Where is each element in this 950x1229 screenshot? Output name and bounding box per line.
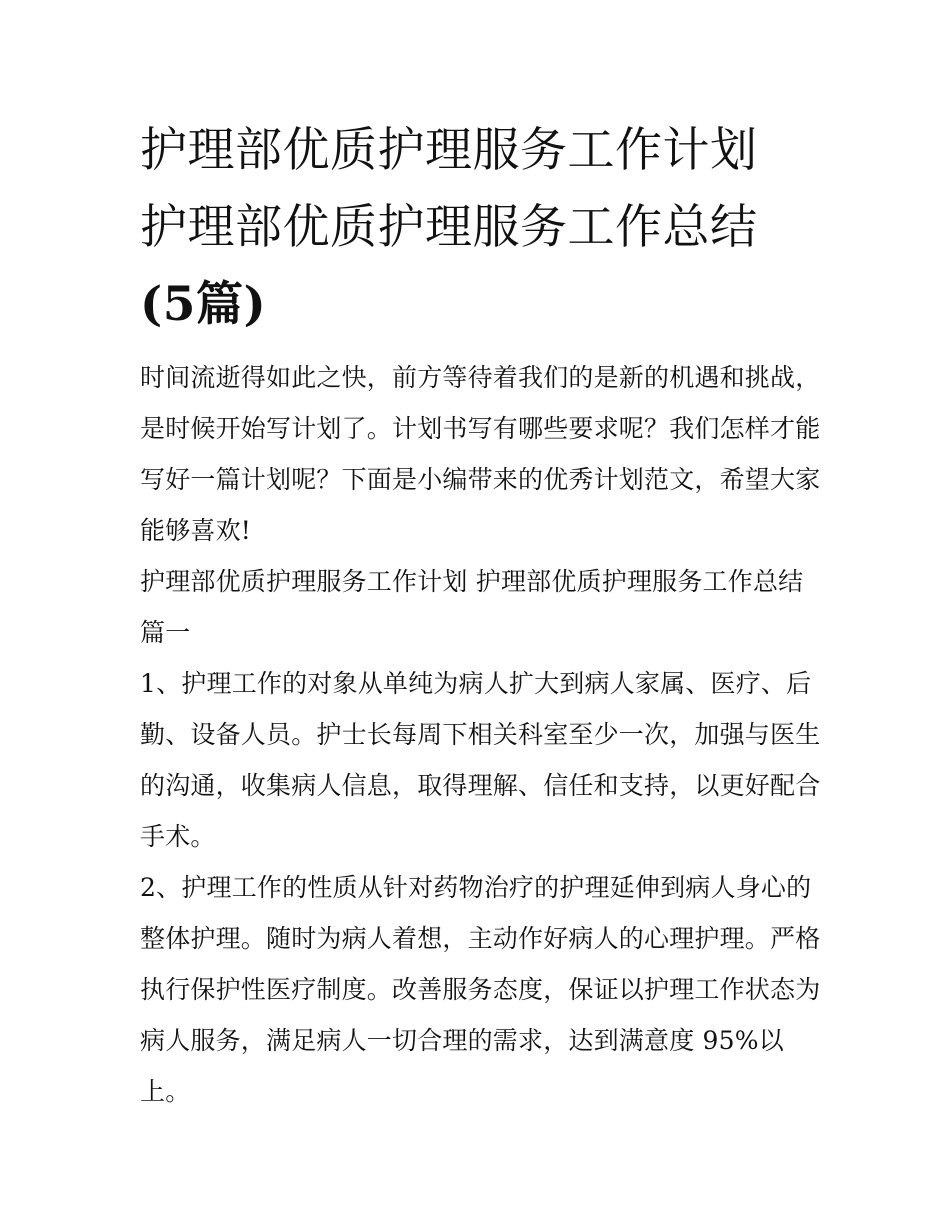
- item-line: 病人服务，满足病人一切合理的需求，达到满意度 95%以: [140, 1026, 784, 1055]
- section-heading-line: 篇一: [140, 618, 191, 647]
- item-line: 整体护理。随时为病人着想，主动作好病人的心理护理。严格: [140, 924, 820, 953]
- intro-line: 能够喜欢!: [140, 516, 252, 545]
- intro-line: 是时候开始写计划了。计划书写有哪些要求呢？我们怎样才能: [140, 414, 820, 443]
- item-line: 上。: [140, 1077, 191, 1106]
- title-line: 护理部优质护理服务工作计划: [140, 123, 758, 178]
- title-line: 护理部优质护理服务工作总结: [140, 200, 758, 255]
- intro-paragraph: [140, 352, 820, 556]
- intro-line: 时间流逝得如此之快，前方等待着我们的是新的机遇和挑战，: [140, 363, 820, 392]
- item-line: 2、护理工作的性质从针对药物治疗的护理延伸到病人身心的: [140, 873, 812, 902]
- document-body: [140, 352, 820, 1117]
- list-item-1: [140, 658, 820, 862]
- list-item-2: [140, 862, 820, 1117]
- document-title: [140, 112, 820, 343]
- item-line: 执行保护性医疗制度。改善服务态度，保证以护理工作状态为: [140, 975, 820, 1004]
- intro-line: 写好一篇计划呢？下面是小编带来的优秀计划范文，希望大家: [140, 465, 820, 494]
- section-heading: [140, 556, 820, 658]
- item-line: 1、护理工作的对象从单纯为病人扩大到病人家属、医疗、后: [140, 669, 812, 698]
- item-line: 手术。: [140, 822, 216, 851]
- item-line: 勤、设备人员。护士长每周下相关科室至少一次，加强与医生: [140, 720, 820, 749]
- title-line: (5篇): [140, 277, 267, 332]
- item-line: 的沟通，收集病人信息，取得理解、信任和支持，以更好配合: [140, 771, 820, 800]
- section-heading-line: 护理部优质护理服务工作计划 护理部优质护理服务工作总结: [140, 567, 804, 596]
